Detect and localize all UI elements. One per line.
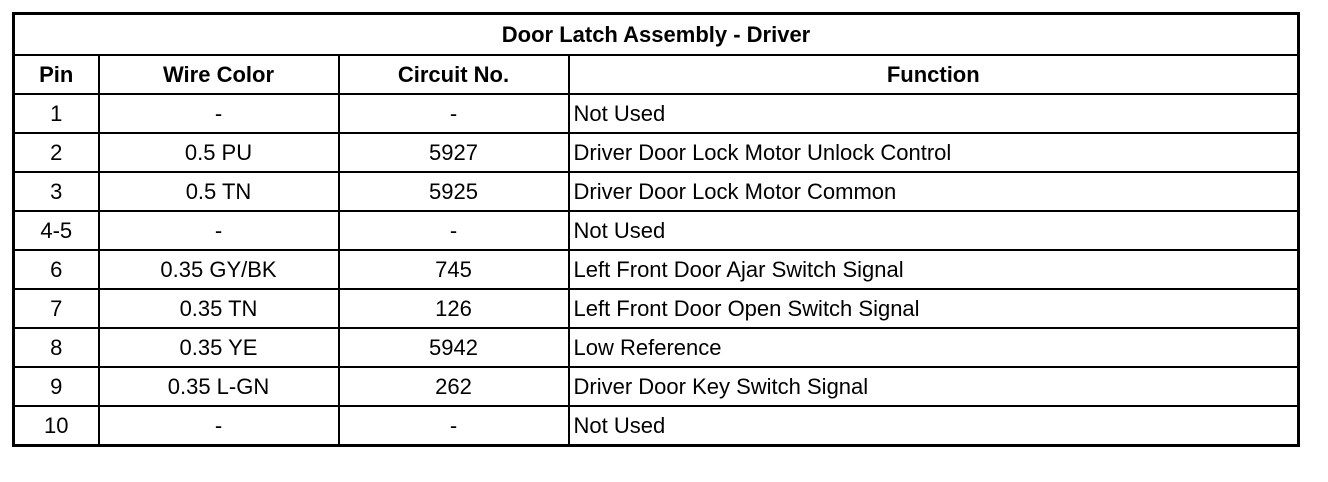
circuit-no-cell: 5927	[339, 133, 569, 172]
pin-cell: 2	[14, 133, 99, 172]
function-cell: Left Front Door Ajar Switch Signal	[569, 250, 1299, 289]
wire-color-cell: 0.35 TN	[99, 289, 339, 328]
wire-color-cell: 0.5 TN	[99, 172, 339, 211]
table-row	[14, 172, 1299, 211]
circuit-no-cell: 126	[339, 289, 569, 328]
pin-cell: 4-5	[14, 211, 99, 250]
function-cell: Left Front Door Open Switch Signal	[569, 289, 1299, 328]
wire-color-cell: -	[99, 211, 339, 250]
pin-cell: 8	[14, 328, 99, 367]
pin-cell: 3	[14, 172, 99, 211]
wire-color-cell: 0.5 PU	[99, 133, 339, 172]
table-row	[14, 367, 1299, 406]
function-cell: Driver Door Lock Motor Common	[569, 172, 1299, 211]
function-cell: Not Used	[569, 94, 1299, 133]
table-row	[14, 406, 1299, 446]
table-title: Door Latch Assembly - Driver	[14, 14, 1299, 56]
pin-cell: 1	[14, 94, 99, 133]
wire-color-cell: 0.35 YE	[99, 328, 339, 367]
wire-color-cell: 0.35 GY/BK	[99, 250, 339, 289]
wire-color-cell: 0.35 L-GN	[99, 367, 339, 406]
function-cell: Low Reference	[569, 328, 1299, 367]
table-row	[14, 289, 1299, 328]
circuit-no-cell: 5942	[339, 328, 569, 367]
table-row	[14, 133, 1299, 172]
function-cell: Not Used	[569, 211, 1299, 250]
column-header-circuit-no: Circuit No.	[339, 55, 569, 94]
pin-cell: 10	[14, 406, 99, 446]
function-cell: Driver Door Key Switch Signal	[569, 367, 1299, 406]
column-header-function: Function	[569, 55, 1299, 94]
pin-cell: 9	[14, 367, 99, 406]
table-row	[14, 211, 1299, 250]
circuit-no-cell: 262	[339, 367, 569, 406]
circuit-no-cell: 5925	[339, 172, 569, 211]
circuit-no-cell: 745	[339, 250, 569, 289]
pin-cell: 6	[14, 250, 99, 289]
table-row	[14, 328, 1299, 367]
circuit-no-cell: -	[339, 211, 569, 250]
pin-cell: 7	[14, 289, 99, 328]
table-row	[14, 94, 1299, 133]
column-header-wire-color: Wire Color	[99, 55, 339, 94]
circuit-no-cell: -	[339, 94, 569, 133]
function-cell: Driver Door Lock Motor Unlock Control	[569, 133, 1299, 172]
wire-color-cell: -	[99, 94, 339, 133]
table-header-row	[14, 55, 1299, 94]
circuit-no-cell: -	[339, 406, 569, 446]
function-cell: Not Used	[569, 406, 1299, 446]
connector-pinout-table	[12, 12, 1300, 447]
table-row	[14, 250, 1299, 289]
column-header-pin: Pin	[14, 55, 99, 94]
wire-color-cell: -	[99, 406, 339, 446]
table-title-row	[14, 14, 1299, 56]
